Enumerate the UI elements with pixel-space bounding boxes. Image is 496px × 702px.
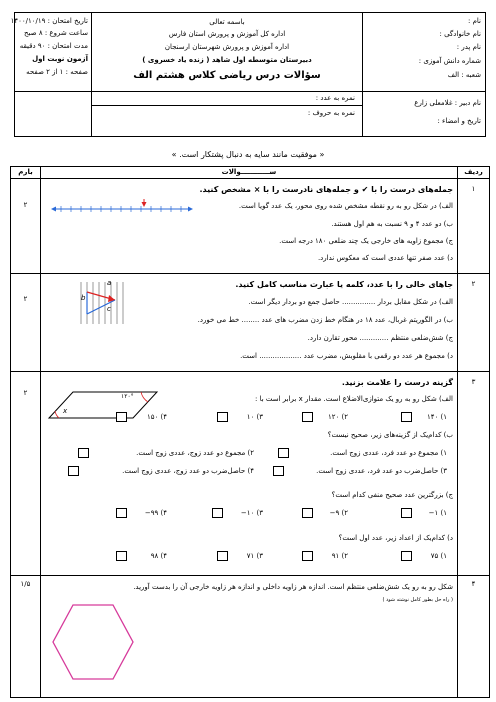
q3-b: ب) کدام‌یک از گزینه‌های زیر، صحیح نیست؟ [327,431,453,439]
questions-table [10,166,490,698]
q3-d-opt2-checkbox[interactable] [302,551,313,561]
teacher-label: نام دبیر : غلامعلی زارع [414,99,481,107]
q4-number: ۴ [471,580,476,588]
q3-d-opt3: ۳) ۷۱ [246,552,263,560]
org-line-2: اداره آموزش و پرورش شهرستان ارسنجان [164,43,290,51]
q3-d-opt1-checkbox[interactable] [401,551,412,561]
col-row-header: ردیف [464,168,483,176]
q3-a-opt3-checkbox[interactable] [217,412,228,422]
vector-b-label: b [81,294,86,302]
vector-a-label: a [107,279,112,287]
q3-a-opt3: ۳) ۱۰ [246,413,263,421]
q3-c-opt2: ۲) ۹− [329,509,348,517]
q2-vector-diagram [77,278,127,328]
q2-c: ج) شش‌ضلعی منتظم ............. محور تقارن دارد. [307,334,453,342]
father-label: نام پدر : [456,43,481,51]
q2-score: ۲ [23,295,28,303]
grade-number-label: نمره به عدد : [315,94,355,102]
q3-d-opt3-checkbox[interactable] [217,551,228,561]
q2-b: ب) در الگوریتم غربال، عدد ۱۸ در هنگام خط زدن مضرب های عدد ........ خط می خورد. [197,316,453,324]
q3-a: الف) شکل رو به رو یک متوازی‌الاضلاع است. مقدار x برابر است با : [254,395,453,403]
start-time: ساعت شروع : ۸ صبح [24,29,88,37]
exam-title: سؤالات درس ریاضی کلاس هشتم الف [133,70,321,81]
q3-a-opt2: ۲) ۱۲۰ [327,413,348,421]
q2-d: د) مجموع هر عدد دو رقمی با مقلوبش، مضرب عدد ................... است. [240,352,453,360]
col-questions-header: ســــــــــــوالات [221,168,277,176]
page-number: صفحه : ۱ از ۲ صفحه [26,68,88,76]
col-score-header: بارم [18,168,33,176]
q3-a-opt2-checkbox[interactable] [302,412,313,422]
family-label: نام خانوادگی : [439,30,481,38]
q2-title: جاهای خالی را با عدد، کلمه یا عبارت مناسب کامل کنید. [235,280,453,289]
q3-d: د) کدام‌یک از اعداد زیر، عدد اول است؟ [338,534,453,542]
q1-number: ۱ [471,185,476,193]
exam-date: تاریخ امتحان : ۱۴۰۰/۱۰/۱۹ [10,17,88,25]
motto: « موفقیت مانند سایه به دنبال پشتکار است. » [171,150,325,159]
q1-c: ج) مجموع زاویه های خارجی یک چند ضلعی ۱۸۰ درجه است. [279,237,453,245]
q4-note: ( راه حل بطور کامل نوشته شود ) [382,597,453,603]
class-label: شعبه : الف [447,71,481,79]
student-no-label: شماره دانش آموزی : [418,57,481,65]
q2-number: ۲ [471,280,476,288]
org-line-1: اداره کل آموزش و پرورش استان فارس [168,30,286,38]
q4-hexagon [49,601,137,683]
grade-word-label: نمره به حروف : [307,109,355,117]
q3-a-opt4-checkbox[interactable] [116,412,127,422]
q3-a-opt1-checkbox[interactable] [401,412,412,422]
school-name: دبیرستان متوسطه اول شاهد ( زنده یاد خسروی ) [142,56,312,64]
q3-a-opt4: ۴) ۱۵۰ [146,413,167,421]
q3-d-opt4: ۴) ۹۸ [150,552,167,560]
q3-c-opt1: ۱) ۱− [428,509,447,517]
duration: مدت امتحان : ۹۰ دقیقه [19,42,88,50]
basmala: باسمه تعالی [209,18,245,26]
q1-d: د) عدد صفر تنها عددی است که معکوس ندارد. [317,254,453,262]
q3-a-opt1: ۱) ۱۴۰ [426,413,447,421]
q3-angle-label: ۱۲۰° [121,393,134,400]
q3-c-opt4-checkbox[interactable] [116,508,127,518]
q3-d-opt1: ۱) ۷۵ [430,552,447,560]
q3-parallelogram [47,388,159,422]
q3-d-opt4-checkbox[interactable] [116,551,127,561]
q3-b-opt2-checkbox[interactable] [78,448,89,458]
q1-title: جمله‌های درست را با ✔ و جمله‌های نادرست را با × مشخص کنید. [199,185,453,194]
q3-b-opt4-checkbox[interactable] [68,466,79,476]
q3-c-opt3-checkbox[interactable] [212,508,223,518]
q3-score: ۲ [23,389,28,397]
q4-title: شکل رو به رو یک شش‌ضلعی منتظم است. اندازه هر زاویه داخلی و اندازه هر زاویه خارجی آن را بدست آورید. [133,583,453,591]
q3-c-opt4: ۴) ۹۹− [144,509,167,517]
q3-b-opt4: ۴) حاصل‌ضرب دو عدد زوج، عددی زوج است. [122,467,254,475]
q1-score: ۲ [23,201,28,209]
q3-b-opt1-checkbox[interactable] [278,448,289,458]
q1-a: الف) در شکل رو به رو نقطه مشخص شده روی محور، یک عدد گویا است. [238,202,453,210]
q3-b-opt2: ۲) مجموع دو عدد زوج، عددی زوج است. [136,449,254,457]
q3-title: گزینه درست را علامت بزنید. [341,378,453,387]
q3-c: ج) بزرگترین عدد صحیح منفی کدام است؟ [331,491,453,499]
q3-b-opt1: ۱) مجموع دو عدد فرد، عددی زوج است. [330,449,447,457]
q2-a: الف) در شکل مقابل بردار ............... حاصل جمع دو بردار دیگر است. [248,298,453,306]
exam-session: آزمون نوبت اول [32,55,88,63]
sign-label: تاریخ و امضاء : [437,117,481,125]
q3-b-opt3: ۳) حاصل‌ضرب دو عدد فرد، عددی زوج است. [316,467,447,475]
q1-b: ب) دو عدد ۴ و ۹ نسبت به هم اول هستند. [331,220,453,228]
q3-b-opt3-checkbox[interactable] [273,466,284,476]
vector-c-label: c [107,305,111,313]
q3-x-label: x [63,407,68,415]
name-label: نام : [468,17,481,25]
q3-c-opt1-checkbox[interactable] [401,508,412,518]
q1-number-line [51,197,193,217]
exam-header [10,12,486,137]
q3-d-opt2: ۲) ۹۱ [331,552,348,560]
q3-c-opt2-checkbox[interactable] [302,508,313,518]
q4-score: ۱/۵ [20,580,31,588]
q3-c-opt3: ۳) ۱۰− [240,509,263,517]
q3-number: ۳ [471,378,476,386]
